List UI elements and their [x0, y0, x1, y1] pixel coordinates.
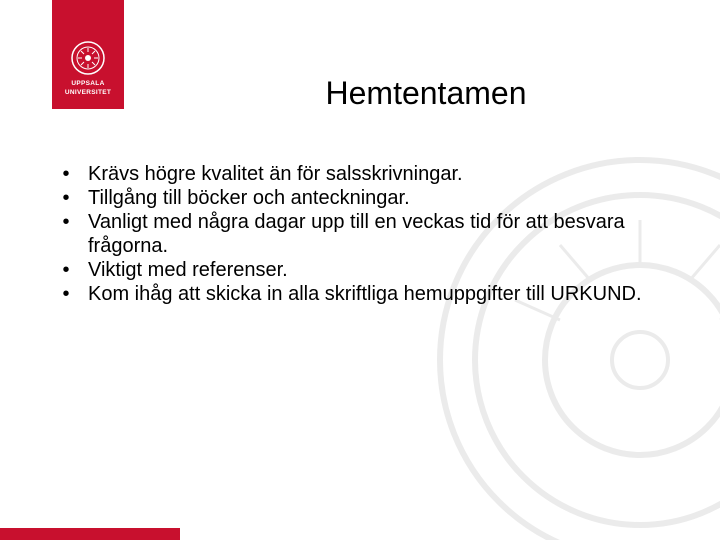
bullet-item	[58, 162, 658, 186]
seal-icon	[70, 40, 106, 76]
bullet-list	[58, 162, 658, 306]
bullet-text: Vanligt med några dagar upp till en veckas tid för att besvara frågorna.	[88, 211, 625, 257]
bullet-text: Krävs högre kvalitet än för salsskrivningar.	[88, 163, 463, 185]
bullet-dot: •	[62, 283, 70, 305]
bullet-text: Kom ihåg att skicka in alla skriftliga hemuppgifter till URKUND.	[88, 283, 642, 305]
slide-title: Hemtentamen	[325, 75, 527, 111]
university-logo	[52, 0, 124, 109]
bullet-dot: •	[62, 187, 70, 209]
bullet-item	[58, 282, 658, 306]
logo-text-universitet: UNIVERSITET	[64, 89, 112, 96]
bullet-item	[58, 258, 658, 282]
bullet-dot: •	[62, 163, 70, 185]
bullet-dot: •	[62, 259, 70, 281]
bullet-item	[58, 210, 658, 258]
bottom-accent-bar	[0, 528, 180, 540]
bullet-text: Viktigt med referenser.	[88, 259, 288, 281]
bullet-item	[58, 186, 658, 210]
bullet-text: Tillgång till böcker och anteckningar.	[88, 187, 410, 209]
logo-text-uppsala: UPPSALA	[71, 80, 105, 87]
bullet-dot: •	[62, 211, 70, 233]
